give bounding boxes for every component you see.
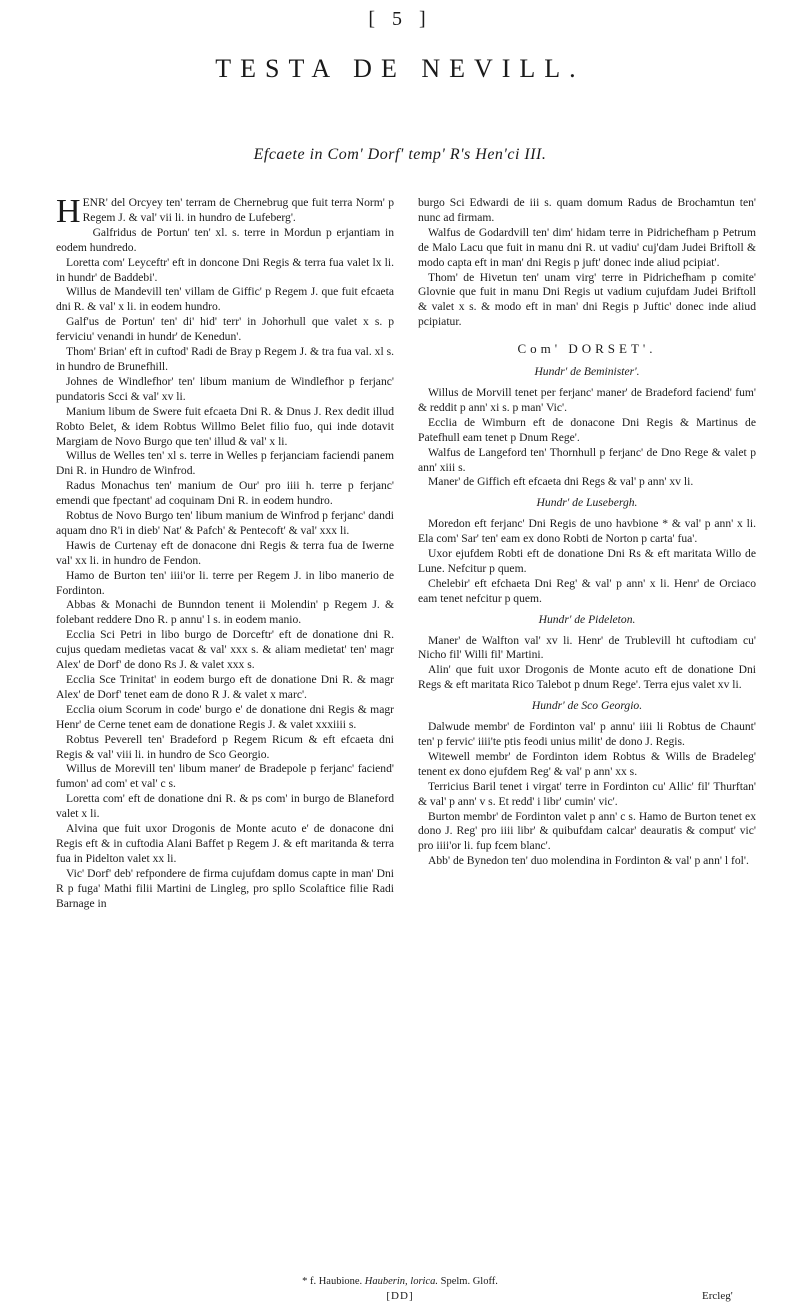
entry: Ecclia Sce Trinitat' in eodem burgo eft de donatione Dni R. & magr Alex' de Dorf' tenet eam de dono R J. & valet x marc'. (56, 673, 394, 701)
footnote (0, 1276, 800, 1287)
entry: Maner' de Walfton val' xv li. Henr' de Trublevill ht cuftodiam cu' Nicho fil' Willi fil' Martini. (418, 633, 756, 662)
entry: Willus de Welles ten' xl s. terre in Welles p ferjanciam faciendi panem Dni R. in Hundro de Winfrod. (56, 449, 394, 478)
signature-mark: [DD] (386, 1290, 414, 1302)
page-number: [ 5 ] (368, 8, 432, 30)
section-heading: Com' DORSET'. (517, 341, 657, 357)
entry: Willus de Morevill ten' libum maner' de Bradepole p ferjanc' faciend' fumon' ad com' et val' c s. (56, 762, 394, 791)
entry: Johnes de Windlefhor' ten' libum manium de Windlefhor p ferjanc' pundatoris Scci & val' xv li. (56, 374, 394, 403)
entry: Manium libum de Swere fuit efcaeta Dni R. & Dnus J. Rex dedit illud Robto Belet, & idem Robtus Willmo Belet filio fuo, qui inde dotavit Margiam de Novo Burgo que ten' illud & val' x li. (56, 404, 394, 448)
entry: Walfus de Langeford ten' Thornhull p ferjanc' de Dno Rege & valet p ann' xiii s. (418, 445, 756, 474)
entry: Ecclia de Wimburn eft de donacone Dni Regis & Martinus de Patefhull eam tenet p Dnum Rege'. (418, 415, 756, 444)
hundred-heading: Hundr' de Beminister'. (534, 365, 640, 379)
running-head: TESTA DE NEVILL. (215, 54, 585, 83)
entry: Alin' que fuit uxor Drogonis de Monte acuto eft de donatione Dni Regs & eft maritata Rico Talebot p dnum Rege'. Terra ejus valet xv li. (418, 663, 756, 692)
entry: Walfus de Godardvill ten' dim' hidam terre in Pidrichefham p Petrum de Malo Lacu que fuit in manu dni R. ut vadiu' cuj'dam Judei Briftoll & modo capta eft in man' dni Regis p juft' donec inde aliud pcipiat'. (418, 225, 756, 269)
entry: Moredon eft ferjanc' Dni Regis de uno havbione * & val' p ann' x li. Ela com' Sar' ten' eam ex dono Robti de Norton p carta' fua'. (418, 517, 756, 546)
entry: burgo Sci Edwardi de iii s. quam domum Radus de Brochamtun ten' nunc ad firmam. (418, 196, 756, 224)
entry: Burton membr' de Fordinton valet p ann' c s. Hamo de Burton tenet ex dono J. Reg' pro iiii libr' & quibufdam calcar' deauratis & comput' vic' pro iiii'or li. fup fcem blanc'. (418, 809, 756, 853)
entry: Maner' de Giffich eft efcaeta dni Regs & val' p ann' xv li. (428, 475, 694, 489)
catchword: Ercleg' (702, 1290, 733, 1302)
entry: Alvina que fuit uxor Drogonis de Monte acuto e' de donacone dni Regis eft & in cuftodia Alani Baffet p Regem J. & eft maritanda & terra fua in Pidelton valet xx li. (56, 822, 394, 865)
entry: Vic' Dorf' deb' refpondere de firma cujufdam domus capte in man' Dni R p fuga' Mathi filii Martini de Lingleg, pro spllo Scolaftice filie Radi Barnage in (56, 866, 394, 910)
entry: Dalwude membr' de Fordinton val' p annu' iiii li Robtus de Chaunt' ten' p fervic' iiii'te ptis feodi unius milit' de dono J. Regis. (418, 720, 756, 748)
entry: Hawis de Curtenay eft de donacone dni Regis & terra fua de Iwerne val' xx li. in hundro de Fendon. (56, 538, 394, 567)
entry: Chelebir' eft efchaeta Dni Reg' & val' p ann' x li. Henr' de Orciaco eam tenet nefcitur p quem. (418, 576, 756, 605)
entry: Radus Monachus ten' manium de Our' pro iiii h. terre p ferjanc' emendi que fpectant' ad coquinam Dni R. in eodem hundro. (56, 479, 394, 508)
entry: Ecclia Sci Petri in libo burgo de Dorceftr' eft de donatione dni R. cujus quedam medietas vacat & val' xxx s. & aliam medietat' ten' magr Alex' de Dorf' de dono Rs J. & valet xxx s. (56, 628, 394, 672)
left-column (56, 193, 394, 912)
entry: Thom' de Hivetun ten' unam virg' terre in Pidrichefham p comite' Glovnie que fuit in manu Dni Regis ut vadium cujufdam Judei Briftoll & valet x s. & modo eft in man' dni Regis p Juftic' donec inde aliud pcipiatur. (418, 270, 756, 329)
entry: Robtus de Novo Burgo ten' libum manium de Winfrod p ferjanc' dandi aquam dno R'i in dieb' Nat' & Pafch' & Pentecoft' & val' xxx li. (56, 509, 394, 537)
entry: Uxor ejufdem Robti eft de donatione Dni Rs & eft maritata Willo de Lune. Nefcitur p quem. (418, 547, 756, 575)
hundred-heading: Hundr' de Sco Georgio. (531, 699, 643, 713)
hundred-heading: Hundr' de Pideleton. (538, 612, 636, 626)
text-columns (56, 193, 756, 912)
entry: Witewell membr' de Fordinton idem Robtus & Wills de Bradeleg' tenent ex dono ejufdem Reg' & val' p ann' xx s. (418, 749, 756, 778)
entry: Abbas & Monachi de Bunndon tenent ii Molendin' p Regem J. & folebant reddere Dno R. p annu' l s. in eodem manio. (56, 598, 394, 627)
entry: Galf'us de Portun' ten' di' hid' terr' in Johorhull que valet x s. p ferviciu' venandi in hundr' de Kenedun'. (56, 315, 394, 344)
footnote-source: Spelm. Gloff. (440, 1276, 498, 1287)
footnote-note: Hauberin, lorica. (364, 1276, 438, 1287)
entry: Willus de Morvill tenet per ferjanc' maner' de Bradeford faciend' fum' & reddit p ann' xi s. p man' Vic'. (418, 385, 756, 414)
entry: Loretta com' eft de donatione dni R. & ps com' in burgo de Blaneford valet x li. (56, 792, 394, 821)
entry: HENR' del Orcyey ten' terram de Chernebrug que fuit terra Norm' p Regem J. & val' vii li. in hundro de Lufeberg'. (56, 193, 394, 230)
hundred-heading: Hundr' de Lusebergh. (536, 496, 638, 510)
entry: Hamo de Burton ten' iiii'or li. terre per Regem J. in libo manerio de Fordinton. (56, 568, 394, 597)
entry: Willus de Mandevill ten' villam de Giffic' p Regem J. que fuit efcaeta dni R. & val' x li. in eodem hundro. (56, 285, 394, 314)
right-column (418, 196, 756, 912)
entry: Robtus Peverell ten' Bradeford p Regem Ricum & eft efcaeta dni Regis & val' viii li. in hundro de Sco Georgio. (56, 732, 394, 761)
subtitle: Efcaete in Com' Dorf' temp' R's Hen'ci III. (253, 146, 547, 163)
entry: Thom' Brian' eft in cuftod' Radi de Bray p Regem J. & tra fua val. xl s. in hundro de Brunefhill. (56, 345, 394, 373)
entry: Terricius Baril tenet i virgat' terre in Fordinton cu' Allic' fil' Thurftan' & val' p ann' v s. Et redd' i libr' cumin' vic'. (418, 779, 756, 808)
drop-cap: H (56, 193, 81, 230)
footnote-mark: * f. Haubione. (302, 1276, 363, 1287)
entry: Galfridus de Portun' ten' xl. s. terre in Mordun p erjantiam in eodem hundredo. (56, 225, 394, 254)
entry: Abb' de Bynedon ten' duo molendina in Fordinton & val' p ann' l fol'. (428, 854, 749, 868)
entry: Ecclia oium Scorum in code' burgo e' de donatione dni Regis & magr Henr' de Cerne tenet eam de donatione Regis J. & valet xxxiiii s. (56, 702, 394, 731)
entry: Loretta com' Leyceftr' eft in doncone Dni Regis & terra fua valet lx li. in hundr' de Baddebi'. (56, 255, 394, 284)
